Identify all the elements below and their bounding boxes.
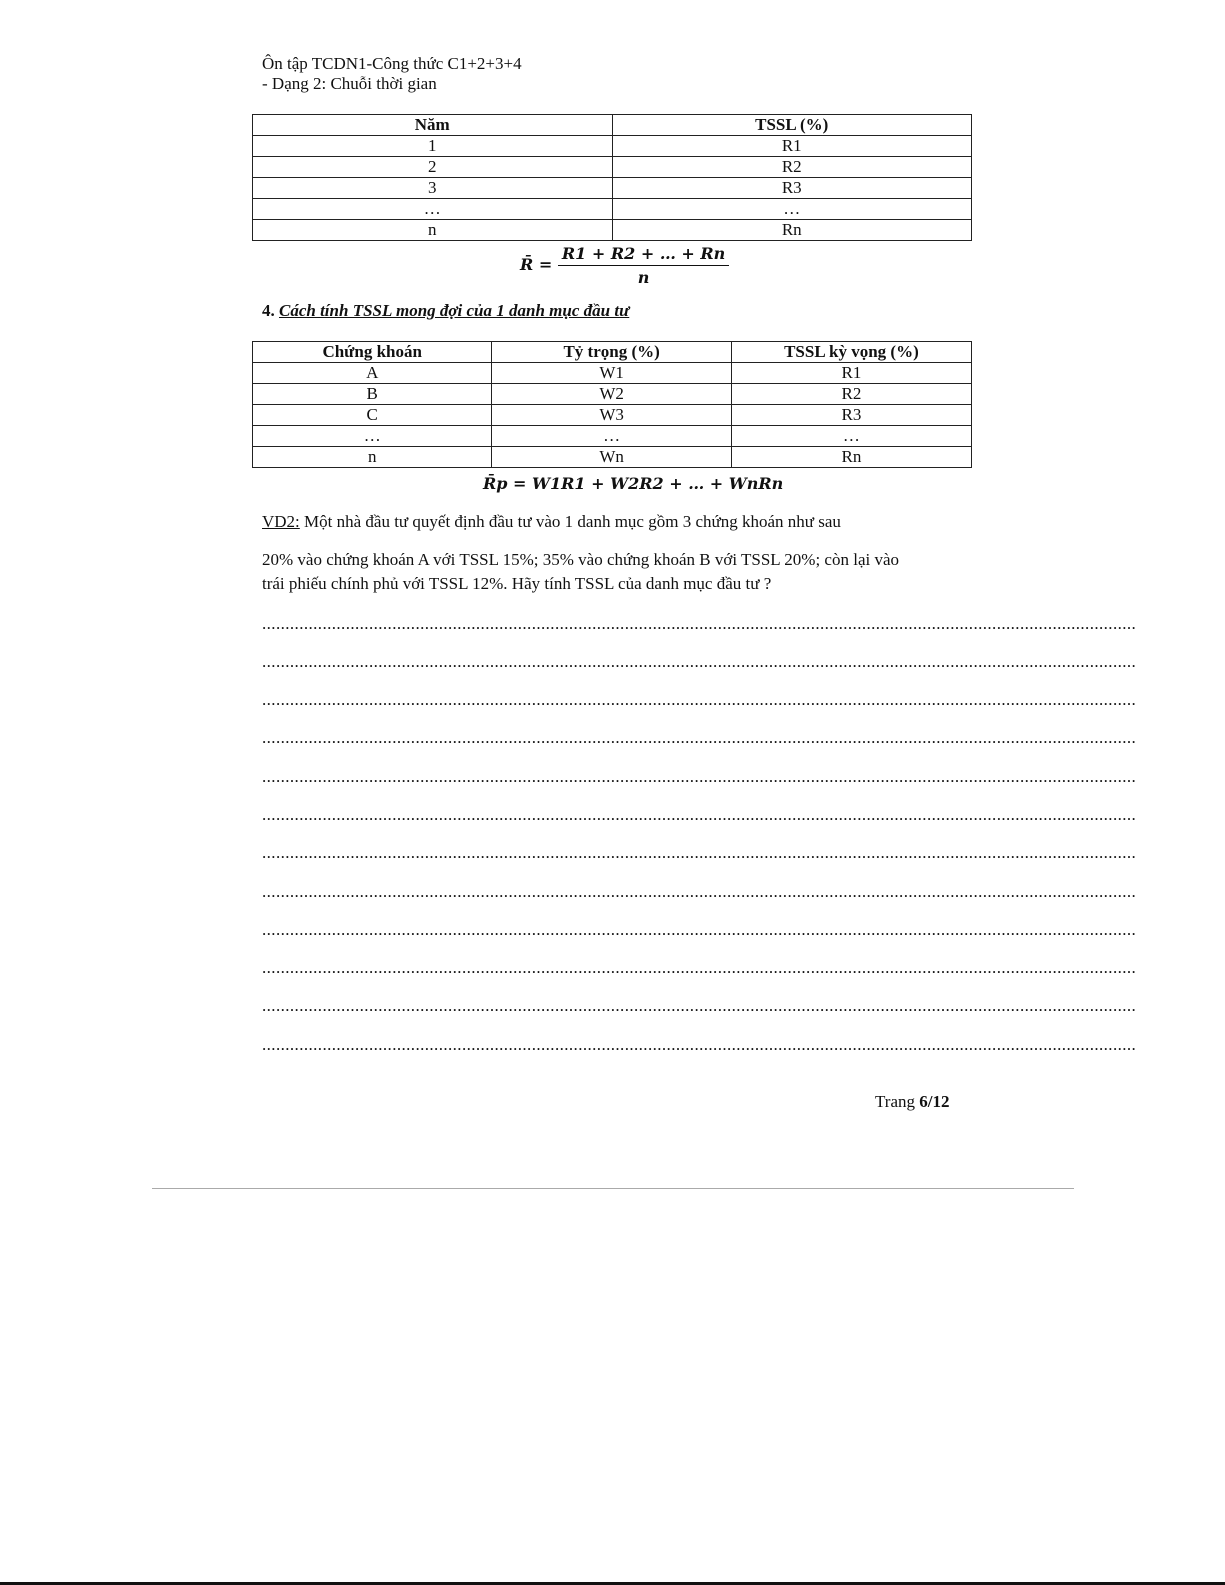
answer-line: ............................................................................................................................................................................................ — [262, 690, 1137, 709]
example-question-line1 — [262, 512, 841, 532]
formula1-lhs: R̄ = — [520, 255, 553, 274]
table-row — [253, 447, 972, 468]
table-row — [253, 220, 972, 241]
section-title: Cách tính TSSL mong đợi của 1 danh mục đầu tư — [279, 301, 630, 320]
table2-cell: W2 — [492, 384, 731, 405]
table2-header-expected-return: TSSL kỳ vọng (%) — [731, 342, 971, 363]
table1-cell: … — [253, 199, 613, 220]
table2-cell: Rn — [731, 447, 971, 468]
table2-cell: … — [731, 426, 971, 447]
table1-cell: R2 — [612, 157, 972, 178]
table2-cell: n — [253, 447, 492, 468]
section-number: 4. — [262, 301, 275, 320]
answer-line: ............................................................................................................................................................................................ — [262, 805, 1137, 824]
time-series-table — [252, 114, 972, 241]
page-label: Trang — [875, 1092, 915, 1111]
page-number: 6/12 — [919, 1092, 950, 1111]
table1-cell: Rn — [612, 220, 972, 241]
table2-cell: W1 — [492, 363, 731, 384]
example-question-line2: 20% vào chứng khoán A với TSSL 15%; 35% vào chứng khoán B với TSSL 20%; còn lại vào — [262, 550, 900, 569]
table1-cell: R3 — [612, 178, 972, 199]
answer-line: ............................................................................................................................................................................................ — [262, 996, 1137, 1015]
section-subtitle: - Dạng 2: Chuỗi thời gian — [262, 74, 437, 93]
table1-cell: 1 — [253, 136, 613, 157]
answer-line: ............................................................................................................................................................................................ — [262, 767, 1137, 786]
table1-cell: … — [612, 199, 972, 220]
table2-cell: … — [492, 426, 731, 447]
table-row — [253, 178, 972, 199]
table2-header-security: Chứng khoán — [253, 342, 492, 363]
mean-return-formula — [520, 244, 729, 287]
table1-header-return: TSSL (%) — [612, 115, 972, 136]
table1-cell: 2 — [253, 157, 613, 178]
table1-cell: 3 — [253, 178, 613, 199]
table2-cell: R3 — [731, 405, 971, 426]
table1-header-year: Năm — [253, 115, 613, 136]
table2-header-weight: Tỷ trọng (%) — [492, 342, 731, 363]
answer-line: ............................................................................................................................................................................................ — [262, 843, 1137, 862]
table2-cell: … — [253, 426, 492, 447]
table2-cell: R2 — [731, 384, 971, 405]
table-row — [253, 157, 972, 178]
example-label: VD2: — [262, 512, 300, 531]
page-separator — [152, 1188, 1074, 1189]
example-question-line3: trái phiếu chính phủ với TSSL 12%. Hãy tính TSSL của danh mục đầu tư ? — [262, 574, 772, 593]
answer-line: ............................................................................................................................................................................................ — [262, 614, 1137, 633]
answer-line: ............................................................................................................................................................................................ — [262, 882, 1137, 901]
answer-line: ............................................................................................................................................................................................ — [262, 728, 1137, 747]
table2-cell: C — [253, 405, 492, 426]
answer-line: ............................................................................................................................................................................................ — [262, 958, 1137, 977]
portfolio-table — [252, 341, 972, 468]
answer-line: ............................................................................................................................................................................................ — [262, 652, 1137, 671]
table-row — [253, 384, 972, 405]
example-line1-text: Một nhà đầu tư quyết định đầu tư vào 1 danh mục gồm 3 chứng khoán như sau — [304, 512, 841, 531]
table2-cell: W3 — [492, 405, 731, 426]
section-heading — [262, 301, 629, 321]
table1-cell: n — [253, 220, 613, 241]
table2-cell: B — [253, 384, 492, 405]
answer-line: ............................................................................................................................................................................................ — [262, 1035, 1137, 1054]
table-row — [253, 136, 972, 157]
answer-line: ............................................................................................................................................................................................ — [262, 920, 1137, 939]
table2-cell: A — [253, 363, 492, 384]
table2-cell: Wn — [492, 447, 731, 468]
table1-cell: R1 — [612, 136, 972, 157]
page-footer — [875, 1092, 949, 1112]
table2-cell: R1 — [731, 363, 971, 384]
table-row — [253, 199, 972, 220]
table-row — [253, 426, 972, 447]
document-title: Ôn tập TCDN1-Công thức C1+2+3+4 — [262, 54, 522, 73]
table-row — [253, 405, 972, 426]
portfolio-return-formula: R̄p = W1R1 + W2R2 + … + WnRn — [483, 474, 784, 493]
formula1-numerator: R1 + R2 + … + Rn — [558, 244, 729, 266]
formula1-denominator: n — [637, 268, 650, 287]
table-row — [253, 363, 972, 384]
